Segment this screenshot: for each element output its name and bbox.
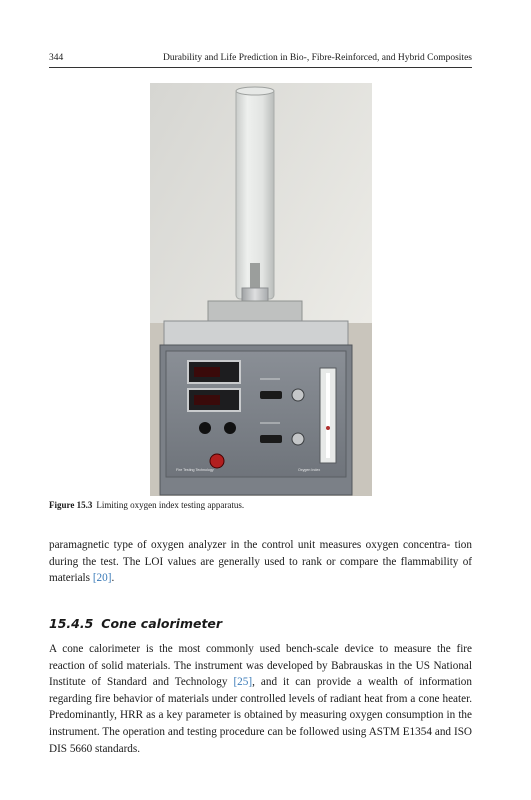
- citation-link[interactable]: [25]: [233, 676, 253, 689]
- running-title: Durability and Life Prediction in Bio-, Fibre-Reinforced, and Hybrid Composites: [163, 53, 472, 63]
- figure-label: Figure 15.3: [49, 500, 93, 510]
- model-label: Oxygen Index: [298, 468, 321, 472]
- paragraph1-end: .: [111, 572, 115, 585]
- section-title: Cone calorimeter: [101, 616, 223, 631]
- section-number: 15.4.5: [49, 616, 94, 631]
- citation-link[interactable]: [20]: [92, 572, 112, 585]
- paragraph1-line2: tion during the test. The LOI values are generally used to rank or compare the: [49, 539, 472, 568]
- figure-caption: [49, 500, 472, 510]
- power-button: [210, 454, 224, 468]
- paragraph1-line3: flammability of materials: [49, 555, 473, 585]
- running-header: [49, 51, 472, 68]
- paragraph2-part2: , and it can provide a wealth of information regarding fire behavior of materials under controlled levels of radiant heat from a cone heater. Predominantly, HRR as a key parameter is obtained by measuring oxygen consumption in the instrument. The operation and testing procedure can be followed using ASTM E1354 and ISO DIS 5660 standards.: [49, 676, 472, 755]
- paragraph-loi: [49, 537, 472, 587]
- brand-label: Fire Testing Technology: [176, 468, 214, 472]
- paragraph1-line1: paramagnetic type of oxygen analyzer in the control unit measures oxygen concentra-: [49, 539, 451, 551]
- page-number: 344: [49, 53, 64, 63]
- figure-photo: [150, 83, 372, 496]
- paragraph2-part1: A cone calorimeter is the most commonly used bench-scale device to measure the fire reaction of solid materials. The instrument was developed by Babrauskas in the US National Institute of Standard and Technology: [49, 643, 472, 689]
- figure-caption-text: Limiting oxygen index testing apparatus.: [96, 500, 245, 510]
- section-heading: [49, 616, 472, 631]
- paragraph-cone-calorimeter: [49, 641, 472, 757]
